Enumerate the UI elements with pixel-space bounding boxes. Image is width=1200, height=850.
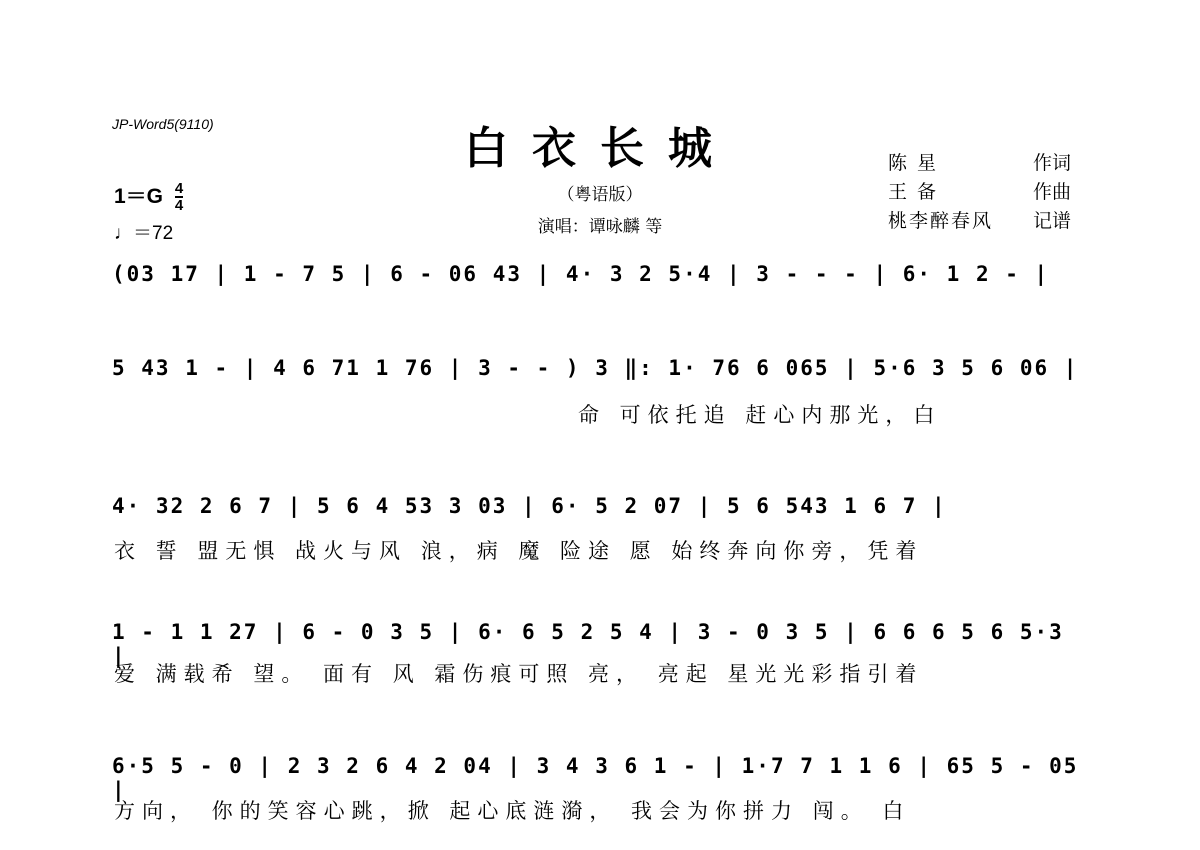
score-line-5: 6·5 5 - 0 | 2 3 2 6 4 2 04 | 3 4 3 6 1 - | 1·7 7 1 1 6 | 65 5 - 05 | bbox=[112, 754, 1079, 802]
lyric-line-5: 方向， 你的笑容心跳，掀 起心底涟漪， 我会为你拼力 闯。 白 bbox=[114, 799, 911, 823]
singer-credit: 演唱：谭咏麟 等 bbox=[537, 217, 663, 237]
credit-name: 王 备 bbox=[888, 181, 939, 203]
credit-transcriber bbox=[888, 206, 1088, 233]
score-line-3: 4· 32 2 6 7 | 5 6 4 53 3 03 | 6· 5 2 07 | 5 6 543 1 6 7 | bbox=[112, 494, 947, 518]
credit-role: 作曲 bbox=[1033, 181, 1072, 203]
credit-role: 作词 bbox=[1033, 152, 1072, 174]
key-label: 1＝G bbox=[114, 185, 164, 208]
score-line-2: 5 43 1 - | 4 6 71 1 76 | 3 - - ) 3 ‖: 1· 76 6 065 | 5·6 3 5 6 06 | bbox=[112, 356, 1079, 380]
score-line-4: 1 - 1 1 27 | 6 - 0 3 5 | 6· 6 5 2 5 4 | 3 - 0 3 5 | 6 6 6 5 6 5·3 | bbox=[112, 620, 1064, 668]
credit-name: 桃李醉春风 bbox=[888, 210, 994, 232]
credit-name: 陈 星 bbox=[888, 152, 939, 174]
quarter-note-icon: ♩ bbox=[114, 223, 133, 244]
credit-lyricist bbox=[888, 148, 1088, 175]
score-line-1: (03 17 | 1 - 7 5 | 6 - 06 43 | 4· 3 2 5·4 | 3 - - - | 6· 1 2 - | bbox=[112, 262, 1050, 286]
lyric-line-2: 命 可依托追 赶心内那光，白 bbox=[578, 403, 942, 427]
time-signature bbox=[175, 181, 183, 213]
credit-composer bbox=[888, 177, 1088, 204]
meter-bottom: 4 bbox=[174, 197, 184, 215]
software-label: JP-Word5(9110) bbox=[112, 116, 214, 132]
key-signature bbox=[114, 180, 183, 213]
lyric-line-4: 爱 满载希 望。 面有 风 霜伤痕可照 亮， 亮起 星光光彩指引着 bbox=[114, 662, 924, 686]
lyric-line-3: 衣 誓 盟无惧 战火与风 浪，病 魔 险途 愿 始终奔向你旁，凭着 bbox=[114, 539, 924, 563]
tempo-value: ＝72 bbox=[133, 223, 174, 244]
meter-top: 4 bbox=[174, 180, 184, 198]
song-title: 白衣长城 bbox=[464, 123, 736, 174]
credit-role: 记谱 bbox=[1033, 210, 1072, 232]
tempo-marking bbox=[114, 218, 173, 245]
version-subtitle: （粤语版） bbox=[557, 185, 643, 205]
